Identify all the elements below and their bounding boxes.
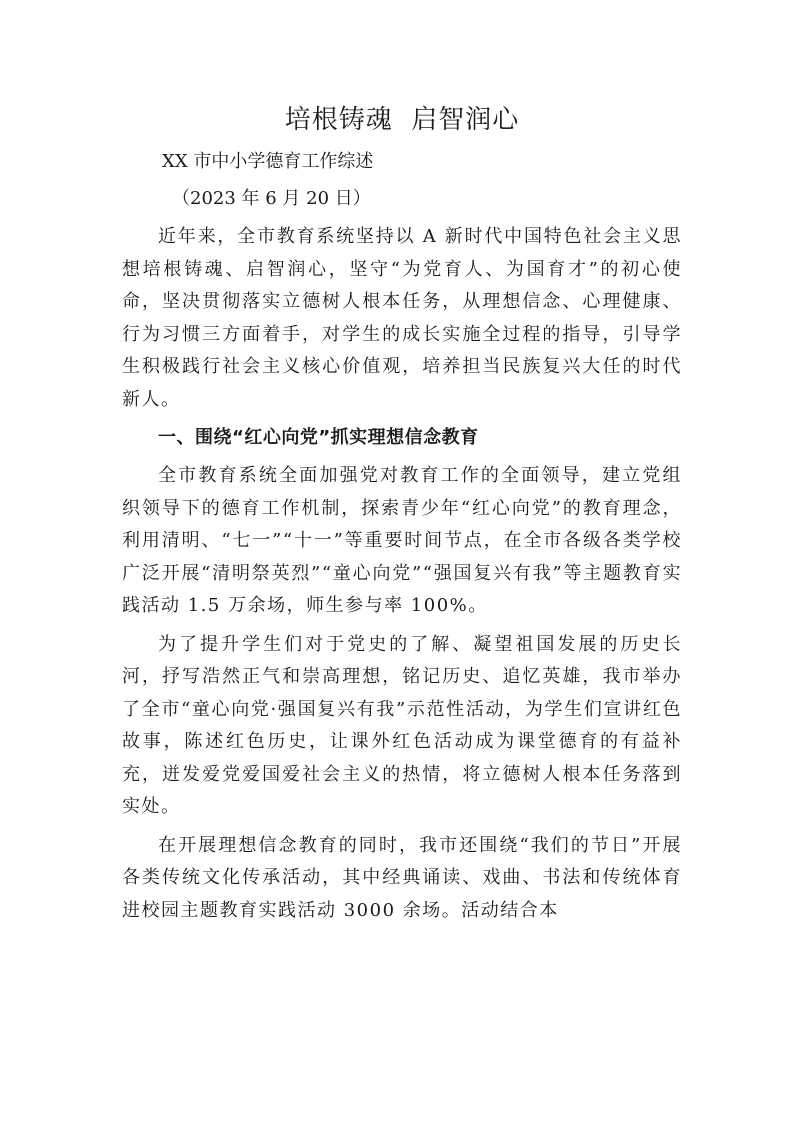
section1-paragraph-2: 为了提升学生们对于党史的了解、凝望祖国发展的历史长河，抒写浩然正气和崇高理想，铭记历史、追忆英雄，我市举办了全市“童心向党·强国复兴有我”示范性活动，为学生们宣讲红色故事，陈述红色历史，让课外红色活动成为课堂德育的有益补充，迸发爱党爱国爱社会主义的热情，将立德树人根本任务落到实处。 [122, 633, 682, 817]
document-subtitle: XX 市中小学德育工作综述 [162, 151, 374, 172]
section1-paragraph-3: 在开展理想信念教育的同时，我市还围绕“我们的节日”开展各类传统文化传承活动，其中经典诵读、戏曲、书法和传统体育进校园主题教育实践活动 3000 余场。活动结合本 [122, 834, 682, 921]
section-heading-1: 一、围绕“红心向党”抓实理想信念教育 [158, 427, 479, 448]
document-body [122, 221, 682, 927]
document-date: （2023 年 6 月 20 日） [172, 188, 371, 209]
intro-paragraph: 近年来，全市教育系统坚持以 A 新时代中国特色社会主义思想培根铸魂、启智润心，坚守“为党育人、为国育才”的初心使命，坚决贯彻落实立德树人根本任务，从理想信念、心理健康、行为习惯三方面着手，对学生的成长实施全过程的指导，引导学生积极践行社会主义核心价值观，培养担当民族复兴大任的时代新人。 [122, 226, 682, 410]
section1-paragraph-1: 全市教育系统全面加强党对教育工作的全面领导，建立党组织领导下的德育工作机制，探索青少年“红心向党”的教育理念，利用清明、“七一”“十一”等重要时间节点，在全市各级各类学校广泛开展“清明祭英烈”“童心向党”“强国复兴有我”等主题教育实践活动 1.5 万余场，师生参与率 100%。 [122, 465, 682, 616]
document-title: 培根铸魂 启智润心 [284, 105, 520, 135]
